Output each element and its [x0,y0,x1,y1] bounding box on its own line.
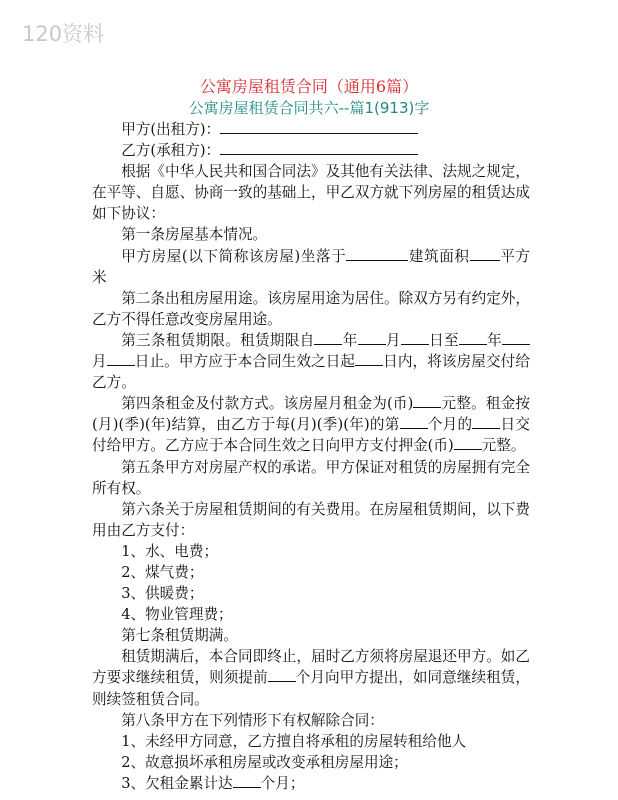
fee-item: 1、水、电费； [121,542,219,560]
preamble-paragraph: 根据《中华人民共和国合同法》及其他有关法律、法规之规定，在平等、自愿、协商一致的基础上，甲乙双方就下列房屋的租赁达成如下协议： [92,163,530,223]
article-8-title: 第八条甲方在下列情形下有权解除合同： [121,711,384,729]
document-title: 公寓房屋租赁合同（通用6篇） [199,77,419,96]
fee-item: 4、物业管理费； [121,606,233,624]
article-6-paragraph: 第六条关于房屋租赁期间的有关费用。在房屋租赁期间，以下费用由乙方支付： [92,500,530,539]
blank-line [472,414,500,429]
blank-line [413,393,441,408]
blank-line [233,773,261,788]
blank-line [358,330,386,345]
blank-line [346,246,408,261]
blank-line [400,414,428,429]
blank-line [314,330,342,345]
fee-item: 3、供暖费； [121,585,204,603]
article-7-title: 第七条租赁期满。 [121,627,238,645]
blank-line [355,351,383,366]
blank-line [502,330,530,345]
blank-line [107,351,135,366]
article-5-paragraph: 第五条甲方对房屋产权的承诺。甲方保证对租赁的房屋拥有完全所有权。 [92,458,530,497]
contract-body [92,119,530,794]
blank-line [268,667,296,682]
article-1-title: 第一条房屋基本情况。 [121,226,268,244]
article-1-paragraph: 甲方房屋(以下简称该房屋)坐落于 建筑面积 平方米 [92,247,530,286]
article-2-paragraph: 第二条出租房屋用途。该房屋用途为居住。除双方另有约定外，乙方不得任意改变房屋用途。 [92,289,530,328]
party-b-line: 乙方(承租方)： [92,140,530,161]
blank-line [220,119,418,134]
article-3-paragraph: 第三条租赁期限。租赁期限自 年 月 日至 年月 日止。甲方应于本合同生效之日起 日内，将该房屋交付给乙方。 [92,331,530,392]
blank-line [454,435,482,450]
party-a-line: 甲方(出租方)： [92,119,530,140]
termination-item: 1、未经甲方同意，乙方擅自将承租的房屋转租给他人 [121,732,467,750]
watermark: 120资料 [22,22,105,46]
blank-line [220,140,418,155]
document-subtitle: 公寓房屋租赁合同共六--篇1(913)字 [188,99,430,117]
blank-line [459,330,487,345]
blank-line [401,330,429,345]
blank-line [470,246,500,261]
fee-item: 2、煤气费； [121,563,204,581]
article-4-paragraph: 第四条租金及付款方式。该房屋月租金为(币) 元整。租金按(月)(季)(年)结算，由乙方于每(月)(季)(年)的第 个月的 日交付给甲方。乙方应于本合同生效之日向甲方支付押金(币) 元整。 [92,395,530,455]
termination-item: 2、故意损坏承租房屋或改变承租房屋用途； [121,753,408,771]
article-7-paragraph: 租赁期满后，本合同即终止，届时乙方须将房屋退还甲方。如乙方要求继续租赁，则须提前 个月向甲方提出，如同意继续租赁，则续签租赁合同。 [92,648,530,708]
termination-item: 3、欠租金累计达 个月； [121,774,305,792]
